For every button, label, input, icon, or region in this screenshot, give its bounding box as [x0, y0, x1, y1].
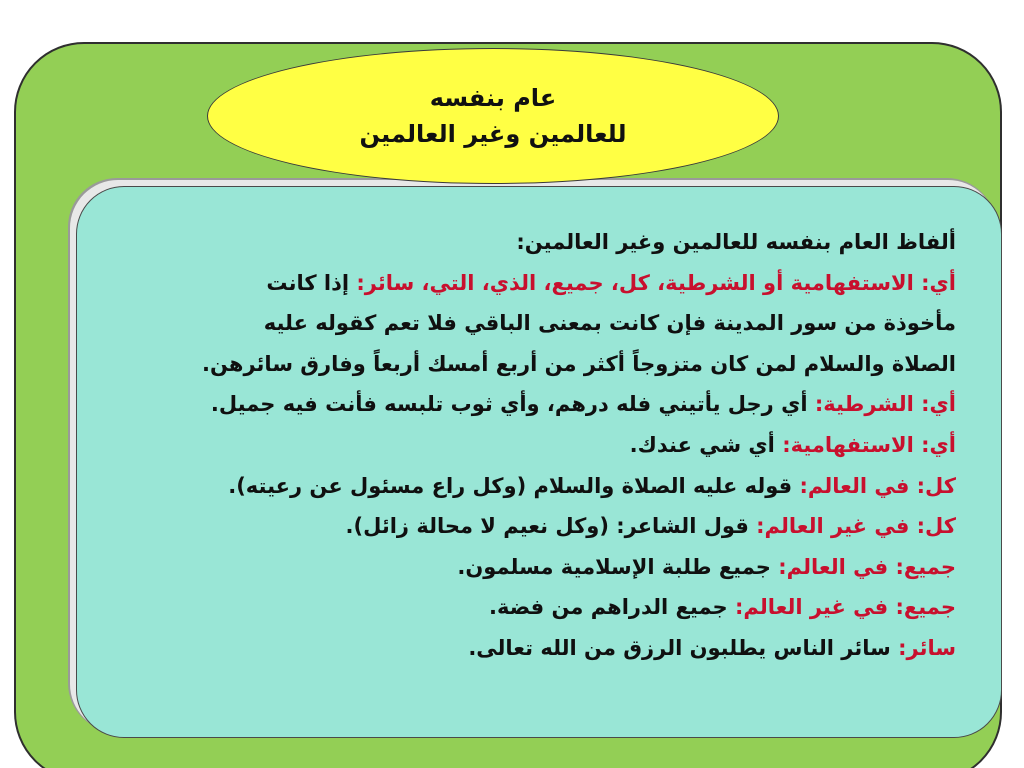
line-text: أي شي عندك.: [629, 432, 783, 457]
title-line-2: للعالمين وغير العالمين: [359, 120, 627, 148]
line-term: جميع: في غير العالم:: [734, 595, 956, 620]
text-line-5: [90, 384, 956, 425]
line-term: أي: الاستفهامية أو الشرطية، كل، جميع، الذي، التي، سائر:: [356, 270, 956, 295]
line-term: كل: في العالم:: [799, 473, 956, 498]
line-text: إذا كانت: [266, 270, 357, 295]
line-text: مأخوذة من سور المدينة فإن كانت بمعنى الباقي فلا تعم كقوله عليه: [263, 311, 956, 336]
line-text: سائر الناس يطلبون الرزق من الله تعالى.: [468, 635, 899, 660]
line-text: قول الشاعر: (وكل نعيم لا محالة زائل).: [345, 514, 757, 539]
text-line-3: [90, 303, 956, 344]
text-line-9: [90, 547, 956, 588]
text-line-2: [90, 263, 956, 304]
text-line-7: [90, 466, 956, 507]
line-text: جميع الدراهم من فضة.: [489, 595, 735, 620]
line-term: أي: الاستفهامية:: [782, 432, 956, 457]
title-ellipse: [207, 48, 779, 184]
title-line-1: عام بنفسه: [429, 84, 557, 112]
text-line-11: [90, 628, 956, 669]
line-text: قوله عليه الصلاة والسلام (وكل راع مسئول عن رعيته).: [228, 473, 800, 498]
content-text: [90, 222, 956, 669]
line-term: سائر:: [898, 635, 956, 660]
text-line-6: [90, 425, 956, 466]
line-text: الصلاة والسلام لمن كان متزوجاً أكثر من أربع أمسك أربعاً وفارق سائرهن.: [202, 351, 956, 376]
text-line-10: [90, 587, 956, 628]
line-term: جميع: في العالم:: [778, 554, 956, 579]
line-term: كل: في غير العالم:: [756, 514, 956, 539]
text-line-1: [90, 222, 956, 263]
line-text: ألفاظ العام بنفسه للعالمين وغير العالمين:: [516, 230, 956, 254]
text-line-8: [90, 506, 956, 547]
line-term: أي: الشرطية:: [814, 392, 956, 417]
line-text: جميع طلبة الإسلامية مسلمون.: [457, 554, 779, 579]
text-line-4: [90, 344, 956, 385]
line-text: أي رجل يأتيني فله درهم، وأي ثوب تلبسه فأنت فيه جميل.: [210, 392, 815, 417]
